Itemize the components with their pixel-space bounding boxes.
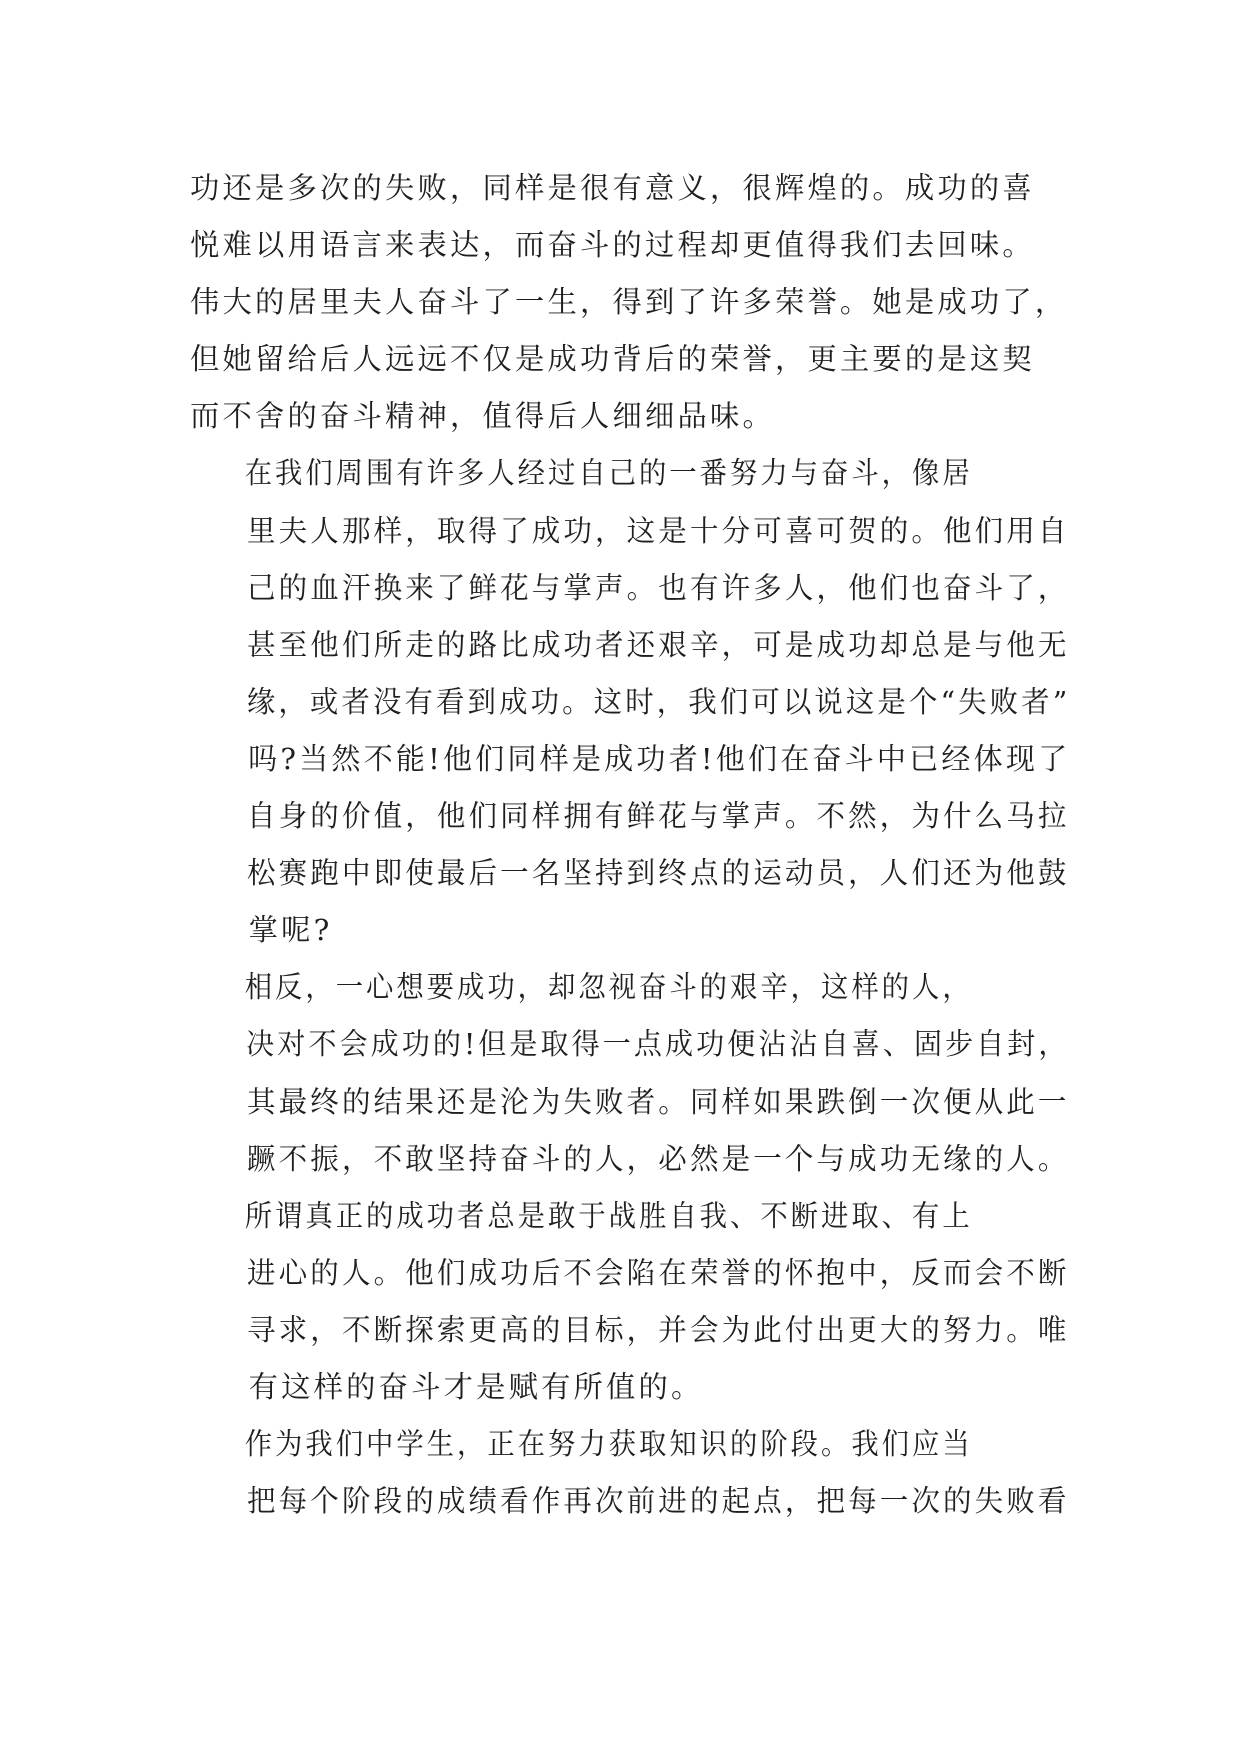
text-line: 掌呢? xyxy=(248,913,333,948)
text-line: 甚至他们所走的路比成功者还艰辛，可是成功却总是与他无 xyxy=(247,627,1070,662)
text-line: 但她留给后人远远不仅是成功背后的荣誉，更主要的是这契 xyxy=(190,342,1035,377)
text-line: 里夫人那样，取得了成功，这是十分可喜可贺的。他们用自 xyxy=(247,513,1070,548)
text-line: 在我们周围有许多人经过自己的一番努力与奋斗，像居 xyxy=(244,456,973,491)
text-line: 把每个阶段的成绩看作再次前进的起点，把每一次的失败看 xyxy=(247,1484,1070,1519)
paragraph xyxy=(190,160,1070,445)
text-line: 有这样的奋斗才是赋有所值的。 xyxy=(248,1369,704,1404)
text-line: 松赛跑中即使最后一名坚持到终点的运动员，人们还为他鼓 xyxy=(247,856,1070,891)
text-line: 相反，一心想要成功，却忽视奋斗的艰辛，这样的人， xyxy=(244,970,973,1005)
paragraph xyxy=(190,445,1070,959)
text-line: 自身的价值，他们同样拥有鲜花与掌声。不然，为什么马拉 xyxy=(247,799,1070,834)
text-line: 缘，或者没有看到成功。这时，我们可以说这是个“失败者” xyxy=(246,684,1071,719)
text-line: 决对不会成功的!但是取得一点成功便沾沾自喜、固步自封， xyxy=(246,1027,1070,1062)
text-line: 而不舍的奋斗精神，值得后人细细品味。 xyxy=(190,399,775,434)
text-line: 功还是多次的失败，同样是很有意义，很辉煌的。成功的喜 xyxy=(190,171,1035,205)
text-line: 所谓真正的成功者总是敢于战胜自我、不断进取、有上 xyxy=(244,1198,973,1233)
text-line: 进心的人。他们成功后不会陷在荣誉的怀抱中，反而会不断 xyxy=(247,1255,1070,1290)
text-line: 作为我们中学生，正在努力获取知识的阶段。我们应当 xyxy=(244,1427,973,1462)
paragraph xyxy=(190,1416,1070,1530)
paragraph xyxy=(190,1188,1070,1416)
text-line: 悦难以用语言来表达，而奋斗的过程却更值得我们去回味。 xyxy=(190,228,1035,263)
text-line: 寻求，不断探索更高的目标，并会为此付出更大的努力。唯 xyxy=(247,1312,1070,1347)
text-line: 己的血汗换来了鲜花与掌声。也有许多人，他们也奋斗了， xyxy=(247,570,1070,605)
text-line: 吗?当然不能!他们同样是成功者!他们在奋斗中已经体现了 xyxy=(248,741,1071,776)
text-line: 蹶不振，不敢坚持奋斗的人，必然是一个与成功无缘的人。 xyxy=(247,1141,1070,1176)
text-line: 伟大的居里夫人奋斗了一生，得到了许多荣誉。她是成功了， xyxy=(190,285,1068,320)
paragraph xyxy=(190,959,1070,1187)
text-line: 其最终的结果还是沦为失败者。同样如果跌倒一次便从此一 xyxy=(247,1084,1070,1119)
body-text xyxy=(190,160,1070,1530)
